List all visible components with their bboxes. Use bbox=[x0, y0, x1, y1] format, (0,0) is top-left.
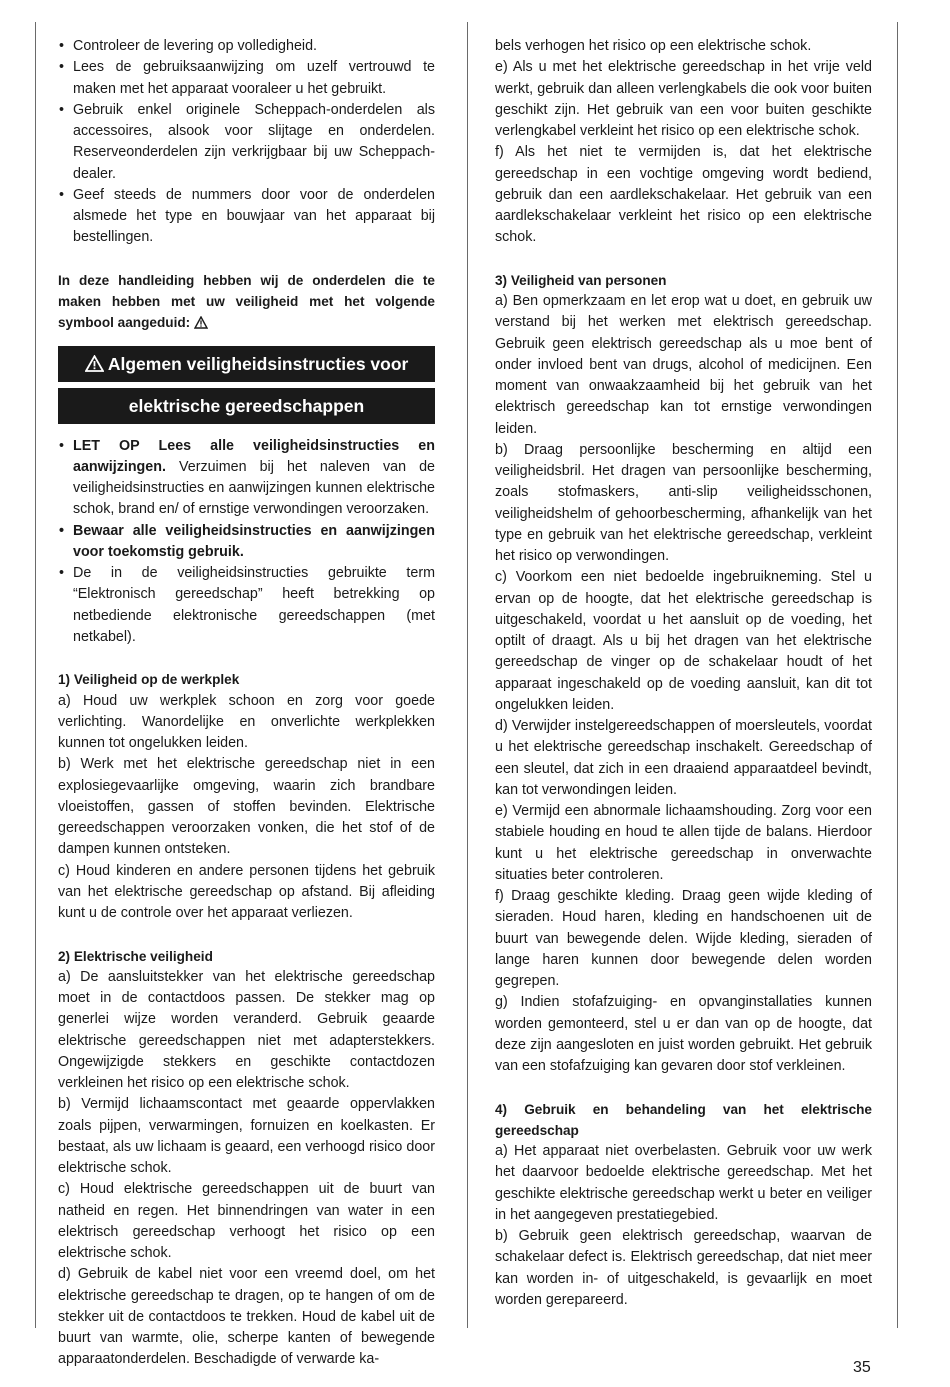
bullet-bold-text: Bewaar alle veiligheidsinstructies en aanwijzingen voor toekomstig gebruik. bbox=[73, 522, 435, 560]
warning-triangle-icon bbox=[194, 316, 208, 329]
warning-heading-line1: Algemen veiligheidsinstructies voor bbox=[107, 353, 409, 374]
paragraph: b) Draag persoonlijke bescherming en altijd een veiligheidsbril. Het dragen van persoonlijke bescherming, zoals stofmaskers, anti-slip veiligheidsschonen, veiligheidshelm of gehoorbescherming, afhankelijk van het type en gebruik van het elektrische gereedschap, verkleint het risico op verwondingen. bbox=[495, 441, 872, 564]
column-divider-middle bbox=[467, 22, 468, 1328]
symbol-note bbox=[58, 270, 435, 334]
paragraph: f) Als het niet te vermijden is, dat het elektrische gereedschap in een vochtige omgeving wordt bediend, gebruik dan een aardlekschakelaar. Het gebruik van een aardlekschakelaar verkleint het risico op een elektrische schok. bbox=[495, 144, 872, 246]
section-heading: 2) Elektrische veiligheid bbox=[58, 948, 213, 964]
list-item: • Lees de gebruiksaanwijzing om uzelf vertrouwd te maken met het apparaat vooraleer u het gebruikt. bbox=[58, 57, 435, 100]
intro-bullet-list bbox=[58, 36, 435, 249]
paragraph: c) Voorkom een niet bedoelde ingebruikneming. Stel u ervan op de hoogte, dat het elektrische gereedschap is uitgeschakeld, voordat u het aansluit op de voeding, het optilt of draagt. Als u bij het dragen van het elektrische gereedschap de vinger op de schakelaar houdt of het apparaat ingeschakeld op de voeding aansluit, kan dit tot ongelukken leiden. bbox=[495, 569, 872, 713]
warning-triangle-icon bbox=[85, 355, 104, 372]
paragraph: g) Indien stofafzuiging- en opvanginstallaties kunnen worden gemonteerd, stel u er dan van op de hoogte, dat deze zijn aangesloten en juist worden gebruikt. Het gebruik van een stofafzuiging kan gevaren door stof verkleinen. bbox=[495, 994, 872, 1074]
safety-bullet-list bbox=[58, 436, 435, 649]
paragraph: f) Draag geschikte kleding. Draag geen wijde kleding of sieraden. Houd haren, kleding en handschoenen uit de buurt van bewegende delen. Wijde kleding, sieraden of lange haren kunnen door bewegende delen worden gegrepen. bbox=[495, 888, 872, 989]
paragraph: e) Als u met het elektrische gereedschap in het vrije veld werkt, gebruik dan alleen verlengkabels die ook voor buiten geschikt zijn. Het gebruik van een voor buiten geschikte verlengkabel verkleint het risico op een elektrische schok. bbox=[495, 59, 872, 139]
section-heading: 1) Veiligheid op de werkplek bbox=[58, 672, 240, 688]
paragraph: c) Houd elektrische gereedschappen uit de buurt van natheid en regen. Het binnendringen van water in een elektrisch gereedschap verhoogt het risico op een elektrische schok. bbox=[58, 1181, 435, 1261]
paragraph: b) Werk met het elektrische gereedschap niet in een explosiegevaarlijke omgeving, waarin zich brandbare vloeistoffen, gassen of stoffen bevinden. Elektrische gereedschappen veroorzaken vonken, die het stof of de dampen kunnen ontsteken. bbox=[58, 756, 435, 858]
warning-heading-bar bbox=[58, 346, 435, 382]
section-heading: 4) Gebruik en behandeling van het elektrische gereedschap bbox=[495, 1101, 872, 1138]
left-column bbox=[58, 36, 435, 1371]
page-number: 35 bbox=[853, 1359, 871, 1376]
paragraph: d) Verwijder instelgereedschappen of moersleutels, voordat u het elektrische gereedschap inschakelt. Gereedschap of een sleutel, dat zich in een draaiend apparaatdeel bevindt, kan tot verwondingen leiden. bbox=[495, 718, 872, 798]
bullet-bold-text: LET OP Lees alle veiligheidsinstructies en aanwijzingen. bbox=[73, 437, 435, 475]
paragraph: b) Vermijd lichaamscontact met geaarde oppervlakken zoals pijpen, verwarmingen, fornuizen en koelkasten. Er bestaat, als uw lichaam is geaard, een verhoogd risico door elektrische schok. bbox=[58, 1096, 435, 1176]
bullet-text: De in de veiligheidsinstructies gebruikte term “Elektronisch gereedschap” heeft betrekking op netbediende elektronische gereedschappen (met netkabel). bbox=[73, 565, 435, 645]
list-item: • Controleer de levering op volledigheid. bbox=[58, 36, 435, 57]
paragraph: a) De aansluitstekker van het elektrische gereedschap moet in de contactdoos passen. De stekker mag op generlei wijze worden veranderd. Gebruik geaarde elektrische gereedschappen niet met adapterstekkers. Ongewijzigde stekkers en geschikte contactdozen verkleinen het risico op een elektrische schok. bbox=[58, 968, 435, 1091]
paragraph: d) Gebruik de kabel niet voor een vreemd doel, om het elektrische gereedschap te dragen, op te hangen of om de stekker uit de contactdoos te trekken. Houd de kabel uit de buurt van warmte, olie, scherpe kanten of bewegende apparaatonderdelen. Beschadigde of verwarde ka- bbox=[58, 1266, 435, 1368]
warning-heading-bar-line2 bbox=[58, 388, 435, 424]
list-item bbox=[58, 521, 435, 564]
paragraph: e) Vermijd een abnormale lichaamshouding. Zorg voor een stabiele houding en houd te allen tijde de balans. Hierdoor kunt u het elektrische gereedschap in onverwachte situaties beter controleren. bbox=[495, 803, 872, 883]
paragraph: a) Het apparaat niet overbelasten. Gebruik voor uw werk het daarvoor bedoelde elektrische gereedschap. Met het geschikte elektrische gereedschap werkt u beter en veiliger in het aangegeven prestatiegebied. bbox=[495, 1143, 872, 1223]
bullet-text: Verzuimen bij het naleven van de veiligheidsinstructies en aanwijzingen kunnen elektrische schok, brand en/ of ernstige verwondingen veroorzaken. bbox=[73, 458, 435, 518]
paragraph: c) Houd kinderen en andere personen tijdens het gebruik van het elektrische gereedschap op afstand. Bij afleiding kunt u de controle over het apparaat verliezen. bbox=[58, 862, 435, 921]
paragraph: b) Gebruik geen elektrisch gereedschap, waarvan de schakelaar defect is. Elektrisch gereedschap, dat niet meer kan worden in- of uitgeschakeld, is gevaarlijk en moet worden gerepareerd. bbox=[495, 1228, 872, 1308]
warning-heading-line2: elektrische gereedschappen bbox=[128, 395, 365, 416]
paragraph: a) Ben opmerkzaam en let erop wat u doet, en gebruik uw verstand bij het werken met elektrisch gereedschap. Gebruik geen elektrisch gereedschap als u moe bent of onder invloed bent van drugs, alcohol of medicijnen. Een moment van onwaakzaamheid bij het gebruik van het elektrisch gereedschap kan tot ernstige verwondingen leiden. bbox=[495, 293, 872, 437]
column-divider-left bbox=[35, 22, 36, 1328]
paragraph: bels verhogen het risico op een elektrische schok. bbox=[495, 38, 812, 54]
column-divider-right bbox=[897, 22, 898, 1328]
paragraph: a) Houd uw werkplek schoon en zorg voor goede verlichting. Wanordelijke en onverlichte werkplekken kunnen tot ongelukken leiden. bbox=[58, 692, 435, 751]
list-item bbox=[58, 563, 435, 648]
list-item bbox=[58, 436, 435, 521]
section-heading: 3) Veiligheid van personen bbox=[495, 272, 667, 288]
right-column bbox=[495, 36, 872, 1311]
list-item: • Gebruik enkel originele Scheppach-onderdelen als accessoires, alsook voor slijtage en onderdelen. Reserveonderdelen zijn verkrijgbaar bij uw Scheppach-dealer. bbox=[58, 100, 435, 185]
symbol-note-text: In deze handleiding hebben wij de onderdelen die te maken hebben met uw veiligheid met het volgende symbool aangeduid: bbox=[58, 272, 435, 331]
list-item: • Geef steeds de nummers door voor de onderdelen alsmede het type en bouwjaar van het apparaat bij bestellingen. bbox=[58, 185, 435, 249]
